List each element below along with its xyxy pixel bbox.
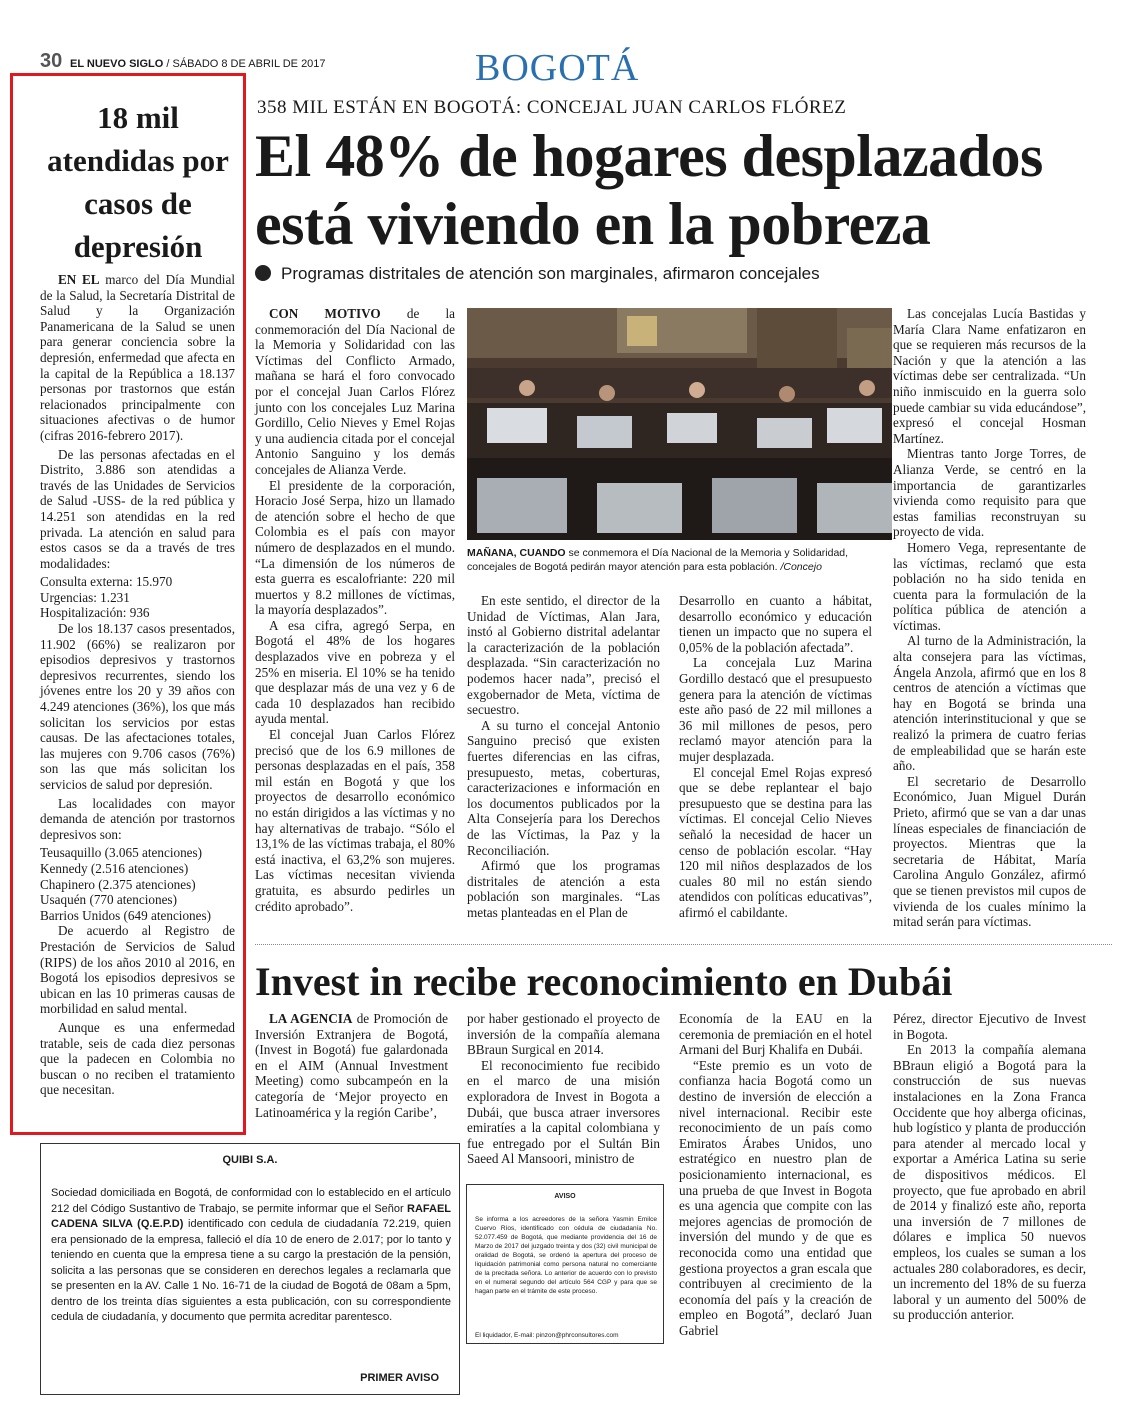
article-paragraph: A su turno el concejal Antonio Sanguino precisó que existen fuertes diferencias en las cifras, presupuesto, metas, coberturas, caracterizaciones e información en los documentos publicados por la Alta Consejería para los Derechos de las Víctimas, la Paz y la Reconciliación. [467,717,660,858]
caption-text: se conmemora el Día Nacional de la Memoria y Solidaridad, concejales de Bogotá pedirán mayor atención para esta población. [467,547,849,573]
notice-text-part: Sociedad domiciliada en Bogotá, de conformidad con lo establecido en el artículo 212 del Código Sustantivo de Trabajo, se permite informar que el Señor [51,1187,451,1215]
article-paragraph: En este sentido, el director de la Unidad de Víctimas, Alan Jara, instó al Gobierno distrital adelantar la caracterización de la población desplazada. “Sin caracterización no podemos hacer nada”, precisó el exgobernador de Meta, víctima de secuestro. [467,593,660,718]
article-2-column-4 [893,1011,1086,1323]
sidebar-body [40,272,235,1101]
article-2-paragraph: por haber gestionado el proyecto de inversión de la compañía alemana BBraun Surgical en 2014. [467,1011,660,1058]
article-subhead [255,264,820,284]
notice-footer: El liquidador, E-mail: pinzon@phrconsultores.com [475,1332,619,1339]
sidebar-list-item: Barrios Unidos (649 atenciones) [40,907,212,923]
article-lead: CON MOTIVO [269,306,381,321]
article-2-column-2 [467,1011,660,1167]
article-2-paragraph: Pérez, director Ejecutivo de Invest in Bogota. [893,1011,1086,1042]
article-2-column-1 [255,1011,448,1120]
notice-name: RAFAEL CADENA SILVA (Q.E.P.D) [51,1202,451,1230]
notice-title: AVISO [554,1193,576,1200]
section-title: BOGOTÁ [475,47,640,89]
legal-notice-aviso [466,1184,664,1344]
page-number: 30 [40,50,63,72]
sidebar-paragraph: De los 18.137 casos presentados, 11.902 (66%) se realizaron por episodios depresivos y trastornos depresivos recurrentes, siendo los jóvenes entre los 20 y 39 años con 4.249 atenciones (36%), los que más solicitan los servicios por estas causas. De las afectaciones totales, las mujeres con 9.706 casos (76%) son las que más solicitan los servicios de salud por depresión. [40,621,235,792]
sidebar-paragraph: Las localidades con mayor demanda de atención por trastornos depresivos son: [40,795,235,842]
article-paragraph: La concejala Luz Marina Gordillo destacó que el presupuesto genera para la atención de víctimas este año pasó de 22 mil millones a 36 mil millones de pesos, pero reclamó mayor atención para la mujer desplazada. [679,655,872,764]
article-paragraph: Las concejalas Lucía Bastidas y María Clara Name enfatizaron en que se requieren más recursos de la Nación y que la atención a las víctimas debe ser centralizada. “Un niño inmiscuido en la guerra solo puede cambiar su vida educándose”, expresó el concejal Hosman Martínez. [893,306,1086,446]
article-2-paragraph: El reconocimiento fue recibido en el marco de una misión exploradora de Invest in Bogota a Dubái, que busca atraer inversores emiratíes a la capital colombiana y fue entregado por el Sultán Bin Saeed Al Mansoori, ministro de [467,1057,660,1167]
article-paragraph: El concejal Emel Rojas expresó que se debe replantear el bajo presupuesto que se destina para las víctimas. El concejal Celio Nieves señaló la necesidad de hacer un censo de población escolar. “Hay 120 mil niños desplazados de los cuales 80 mil no están siendo atendidos con políticas educativas”, afirmó el cabildante. [679,764,872,920]
article-2-lead: LA AGENCIA [269,1011,353,1026]
notice-text-part: identificado con cedula de ciudadanía 72.219, quien era pensionado de la empresa, falleció el día 10 de enero de 2.017; por lo tanto y teniendo en cuenta que la empresa tiene a su cargo la prestación de la pensión, solicita a las personas que se consideren en derechos legales a reclamarla que se presenten en la AV. Calle 1 No. 16-71 de la ciudad de Bogotá de 08am a 5pm, dentro de los treinta días siguientes a esta publicación, con su correspondiente cedula de ciudadanía, y documento que permita acreditar parentesco. [51,1218,451,1323]
bullet-icon [255,265,271,281]
article-column-4 [893,306,1086,930]
sidebar-paragraph: De las personas afectadas en el Distrito, 3.886 son atendidas a través de las Unidades de Servicios de Salud -USS- de la red pública y 14.251 son atendidas en la red privada. La atención en salud para estos casos se da a través de tres modalidades: [40,446,235,571]
paper-name: EL NUEVO SIGLO [70,58,164,70]
council-photo [467,308,892,540]
article-paragraph: Al turno de la Administración, la alta consejera para las víctimas, Ángela Anzola, afirmó que en los 8 centros de atención a víctimas que hay en Bogotá se brinda una atención interinstitucional y que se realizó la primera de cuatro ferias de empleabilidad que se harán este año. [893,633,1086,774]
article-paragraph: Afirmó que los programas distritales de atención a esta población son marginales. “Las metas planteadas en el Plan de [467,858,660,920]
sidebar-list-item: Urgencias: 1.231 [40,589,130,605]
article-paragraph: El concejal Juan Carlos Flórez precisó que de los 6.9 millones de personas desplazadas en el país, 358 mil están en Bogotá y que los proyectos de desarrollo económico no están dirigidos a las víctimas y no hay alternativas de trabajo. “Sólo el 13,1% de las víctimas trabaja, el 80% está inactiva, el 63,2% son mujeres. Las víctimas necesitan vivienda gratuita, es absurdo pedirles un crédito aprobado”. [255,727,455,914]
sidebar-paragraph: marco del Día Mundial de la Salud, la Secretaría Distrital de Salud y la Organización Panamericana de la Salud se unen para generar conciencia sobre la depresión, enfermedad que afecta en la capital de la República a 18.137 personas por trastornos que están relacionados principalmente con situaciones afectivas o de humor (cifras 2016-febrero 2017). [40,272,235,443]
section-divider [255,944,1112,945]
article-column-2 [467,593,660,920]
article-2-headline: Invest in recibe reconocimiento en Dubái [255,959,953,1004]
sidebar-paragraph: Aunque es una enfermedad tratable, seis de cada diez personas que la padecen en Colombia no buscan o no reciben el tratamiento que necesitan. [40,1019,235,1098]
masthead [70,58,326,70]
sidebar-list-item: Hospitalización: 936 [40,605,150,621]
article-2-paragraph: “Este premio es un voto de confianza hacia Bogotá como un destino de inversión de elección a nivel internacional. Recibir este reconocimiento de un país como Emiratos Árabes Unidos, uno estratégico en nuestro plan de posicionamiento internacional, es una prueba de que Invest in Bogota es una agencia que compite con las mejores agencias de promoción de inversión del mundo y de que es reconocida como una entidad que gestiona proyectos a gran escala que contribuyen al crecimiento de la economía del país y la creación de empleo en Bogotá”, declaró Juan Gabriel [679,1057,872,1338]
sidebar-list-item: Teusaquillo (3.065 atenciones) [40,845,203,861]
article-paragraph: A esa cifra, agregó Serpa, en Bogotá el 48% de los hogares desplazados vive en pobreza y el 25% en miseria. El 10% se ha tenido que desplazar más de una vez y 6 de cada 10 desplazados han recibido ayuda mental. [255,617,455,727]
article-2-paragraph: En 2013 la compañía alemana BBraun eligió a Bogotá para la construcción de sus nuevas instalaciones en la Zona Franca Occidente que hoy alberga oficinas, hub logístico y planta de producción para atender al mercado local y exportar a América Latina su serie de dispositivos médicos. El proyecto, que fue aprobado en abril de 2014 y finalizó este año, reporta una inversión de 7 millones de dólares e implica 50 nuevos empleos, los cuales se suman a los actuales 280 colaboradores, es decir, un incremento del 18% de su fuerza laboral y un aumento del 500% de su producción anterior. [893,1042,1086,1323]
sidebar-headline: 18 mil atendidas por casos de depresión [47,100,229,264]
sidebar-list-item: Usaquén (770 atenciones) [40,892,177,908]
photo-caption [467,546,867,574]
caption-credit: /Concejo [777,561,822,573]
article-paragraph: El presidente de la corporación, Horacio José Serpa, hizo un llamado de atención sobre el hecho de que Colombia es el país con mayor número de desplazados en el mundo. “La dimensión de los números de esta guerra es escalofriante: 220 mil muertos y 8.2 millones de víctimas, la mayoría desplazados”. [255,477,455,618]
sidebar-list-item: Consulta externa: 15.970 [40,574,173,590]
article-column-3 [679,593,872,920]
notice-footer: PRIMER AVISO [360,1372,439,1384]
notice-text: Se informa a los acreedores de la señora Yasmin Emilce Cuervo Ríos, identificado con cédula de ciudadanía No. 52.077.459 de Bogotá, que mediante providencia del 16 de Marzo de 2017 del juzgado treinta y dos (32) civil municipal de oralidad de Bogotá, se ordenó la apertura del proceso de liquidación patrimonial como persona natural no comerciante de la precitada señora. Lo anterior de acuerdo con lo previsto en el numeral segundo del artículo 564 CGP y para que se hagan parte en el trámite de este proceso. [475,1216,657,1295]
subhead-text: Programas distritales de atención son marginales, afirmaron concejales [281,264,820,283]
notice-text [51,1186,451,1326]
sidebar-paragraph: De acuerdo al Registro de Prestación de Servicios de Salud (RIPS) de los años 2010 al 2016, en Bogotá los episodios depresivos se ubican en las 10 primeras causas de morbilidad en salud mental. [40,923,235,1017]
article-2-column-3 [679,1011,872,1338]
sidebar-list-item: Chapinero (2.375 atenciones) [40,876,196,892]
sidebar-list-item: Kennedy (2.516 atenciones) [40,860,189,876]
council-chamber-image [467,308,892,540]
caption-lead: MAÑANA, CUANDO [467,547,566,559]
article-paragraph: de la conmemoración del Día Nacional de la Memoria y Solidaridad con las Víctimas del Conflicto Armado, mañana se hará el foro convocado por el concejal Juan Carlos Flórez junto con los concejales Luz Marina Gordillo, Celio Nieves y Emel Rojas y una audiencia citada por el concejal Antonio Sanguino y los demás concejales de Alianza Verde. [255,306,455,477]
issue-date: / SÁBADO 8 DE ABRIL DE 2017 [163,58,326,70]
article-paragraph: Mientras tanto Jorge Torres, de Alianza Verde, se centró en la importancia de garantizarles vivienda como requisito para que estas familias reconstruyan su proyecto de vida. [893,446,1086,540]
article-paragraph: Desarrollo en cuanto a hábitat, desarrollo económico y educación tienen un impacto que no supera el 0,05% de la población afectada”. [679,593,872,655]
article-paragraph: El secretario de Desarrollo Económico, Juan Miguel Durán Prieto, afirmó que se van a dar unas líneas especiales de financiación de proyectos. Mientras que la secretaria de Hábitat, María Carolina Angulo González, afirmó que se tienen previstos mil cupos de vivienda de los cuales mínimo la mitad serán para víctimas. [893,773,1086,930]
article-column-1 [255,306,455,914]
article-kicker: 358 MIL ESTÁN EN BOGOTÁ: CONCEJAL JUAN CARLOS FLÓREZ [257,97,847,118]
legal-notice-quibi [40,1143,460,1395]
article-2-paragraph: Economía de la EAU en la ceremonia de premiación en el hotel Armani del Burj Khalifa en Dubái. [679,1011,872,1058]
article-2-paragraph: de Promoción de Inversión Extranjera de Bogotá, (Invest in Bogotá) fue galardonada en el AIM (Annual Investment Meeting) como subcampeón en la categoría de ‘Mejor proyecto en Latinoamérica y la región Caribe’, [255,1011,448,1120]
article-paragraph: Homero Vega, representante de las víctimas, reclamó que esta población no ha sido tenida en cuenta para la formulación de la política pública de atención a víctimas. [893,539,1086,633]
article-headline: El 48% de hogares desplazados está viviendo en la pobreza [255,123,1043,257]
sidebar-lead: EN EL [58,272,100,287]
notice-title: QUIBI S.A. [222,1154,278,1166]
